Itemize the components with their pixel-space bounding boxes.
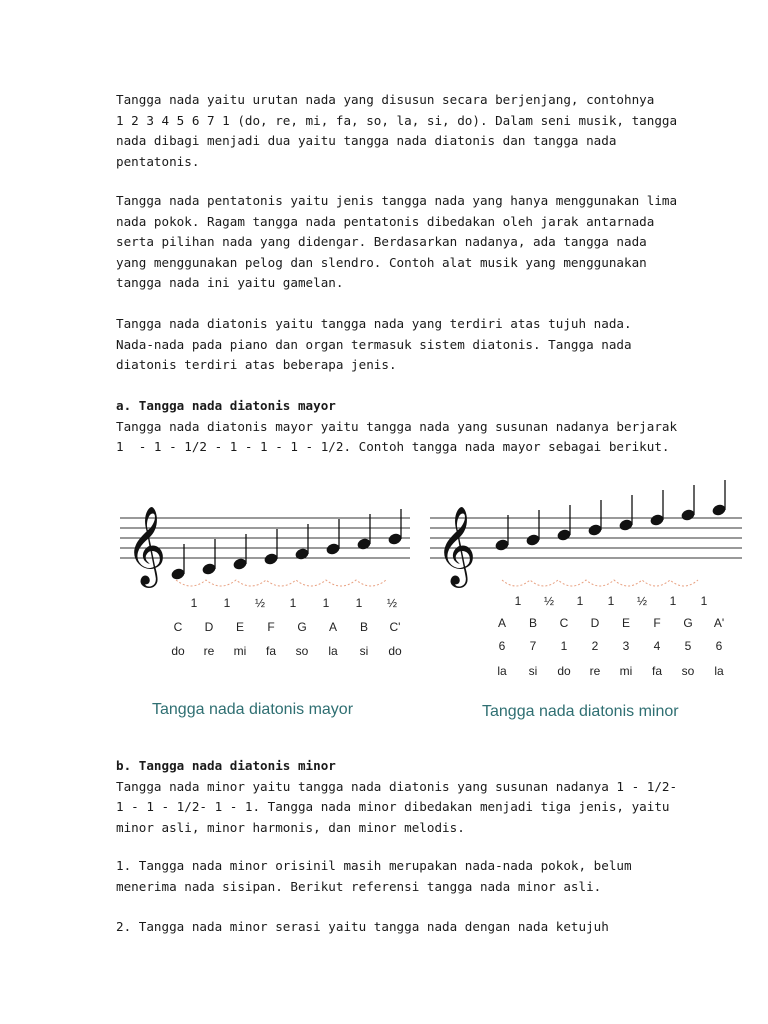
paragraph-minor-asli [116,856,656,897]
scale-label: 1 [223,596,231,610]
text-line: yang menggunakan pelog dan slendro. Contoh alat musik yang menggunakan [116,254,647,270]
text-line: Tangga nada diatonis mayor yaitu tangga nada yang susunan nadanya berjarak [116,418,678,434]
text-line: diatonis terdiri atas beberapa jenis. [116,357,397,372]
scale-label: si [359,644,369,658]
scale-label: G [683,616,693,630]
scale-label: do [557,664,571,678]
scale-label: A [328,620,338,634]
text-line: nada pokok. Ragam tangga nada pentatonis dibedakan oleh jarak antarnada [116,213,655,229]
text-line: Tangga nada minor yaitu tangga nada diatonis yang susunan nadanya 1 - 1/2- [116,778,678,794]
scale-label: 1 [669,594,677,608]
scale-label: fa [651,664,663,678]
scale-label: C [173,620,183,634]
paragraph-pentatonis [116,191,678,294]
scale-figure [110,470,750,730]
scale-label: la [328,644,338,658]
section-heading: b. Tangga nada diatonis minor [116,758,336,773]
text-line: Tangga nada diatonis yaitu tangga nada yang terdiri atas tujuh nada. [116,316,632,331]
text-line: 2. Tangga nada minor serasi yaitu tangga nada dengan nada ketujuh [116,919,609,934]
scale-label: C [559,616,569,630]
text-line: 1 - 1 - 1/2- 1 - 1. Tangga nada minor dibedakan menjadi tiga jenis, yaitu [116,799,670,814]
text-line: Nada-nada pada piano dan organ termasuk sistem diatonis. Tangga nada [116,336,632,352]
scale-label: A' [713,616,725,630]
major-notes [170,509,403,581]
scale-label: 5 [684,639,692,653]
scale-label: 1 [560,639,568,653]
scale-label: 1 [322,596,330,610]
scale-label: mi [619,664,633,678]
scale-label: do [171,644,185,658]
scale-label: si [528,664,538,678]
scale-label: 1 [289,596,297,610]
scale-label: G [297,620,307,634]
major-labels [171,596,402,658]
minor-labels [497,594,724,678]
scale-label: 1 [190,596,198,610]
text-line: 1 2 3 4 5 6 7 1 (do, re, mi, fa, so, la, si, do). Dalam seni musik, tangga [116,112,678,128]
minor-caption: Tangga nada diatonis minor [482,703,679,720]
scale-label: D [204,620,214,634]
scale-label: B [528,616,538,630]
scale-label: la [497,664,507,678]
major-caption: Tangga nada diatonis mayor [152,701,354,718]
text-line: nada dibagi menjadi dua yaitu tangga nada diatonis dan tangga nada [116,133,617,148]
scale-label: re [203,644,215,658]
text-line: tangga nada ini yaitu gamelan. [116,275,344,290]
scale-label: B [359,620,369,634]
scale-label: ½ [254,596,266,610]
text-line: 1. Tangga nada minor orisinil masih merupakan nada-nada pokok, belum [116,858,632,873]
treble-clef-icon: 𝄞 [126,506,167,585]
paragraph-diatonis [116,314,656,376]
text-line: 1 - 1 - 1/2 - 1 - 1 - 1 - 1/2. Contoh tangga nada mayor sebagai berikut. [116,439,670,454]
scale-label: 7 [529,639,537,653]
scale-label: fa [265,644,277,658]
treble-clef-icon: 𝄞 [436,506,477,585]
scale-label: re [589,664,601,678]
scale-label: 6 [498,639,506,653]
scale-label: ½ [386,596,398,610]
scale-label: 1 [576,594,584,608]
scale-label: ½ [636,594,648,608]
scale-label: 1 [514,594,522,608]
scale-label: la [714,664,724,678]
scale-label: 1 [355,596,363,610]
scale-label: E [235,620,245,634]
paragraph-intro [116,90,678,172]
text-line: pentatonis. [116,153,200,169]
text-line: Tangga nada pentatonis yaitu jenis tangga nada yang hanya menggunakan lima [116,193,678,208]
minor-staff [430,506,742,588]
text-line: Tangga nada yaitu urutan nada yang disusun secara berjenjang, contohnya [116,92,655,107]
scale-label: 3 [622,639,630,653]
scale-label: 6 [715,639,723,653]
scale-label: so [295,644,309,658]
scale-label: ½ [543,594,555,608]
major-arcs [176,580,386,586]
text-line: menerima nada sisipan. Berikut referensi tangga nada minor asli. [116,878,602,894]
section-mayor [116,396,678,458]
scale-label: 2 [591,639,599,653]
paragraph-minor-serasi [116,917,656,938]
scale-label: 1 [700,594,708,608]
scale-label: D [590,616,600,630]
scale-label: mi [233,644,247,658]
scale-label: E [621,616,631,630]
scale-label: F [267,620,275,634]
scale-label: C' [389,620,401,634]
scale-label: do [388,644,402,658]
scale-label: F [653,616,661,630]
scale-label: A [497,616,507,630]
scale-label: so [681,664,695,678]
text-line: serta pilihan nada yang didengar. Berdasarkan nadanya, ada tangga nada [116,234,647,249]
section-minor [116,756,678,838]
scale-label: 4 [653,639,661,653]
minor-arcs [502,580,698,586]
text-line: minor asli, minor harmonis, dan minor melodis. [116,819,465,835]
minor-notes [494,480,727,552]
scale-label: 1 [607,594,615,608]
scale-illustration [110,470,750,730]
section-heading: a. Tangga nada diatonis mayor [116,398,336,413]
